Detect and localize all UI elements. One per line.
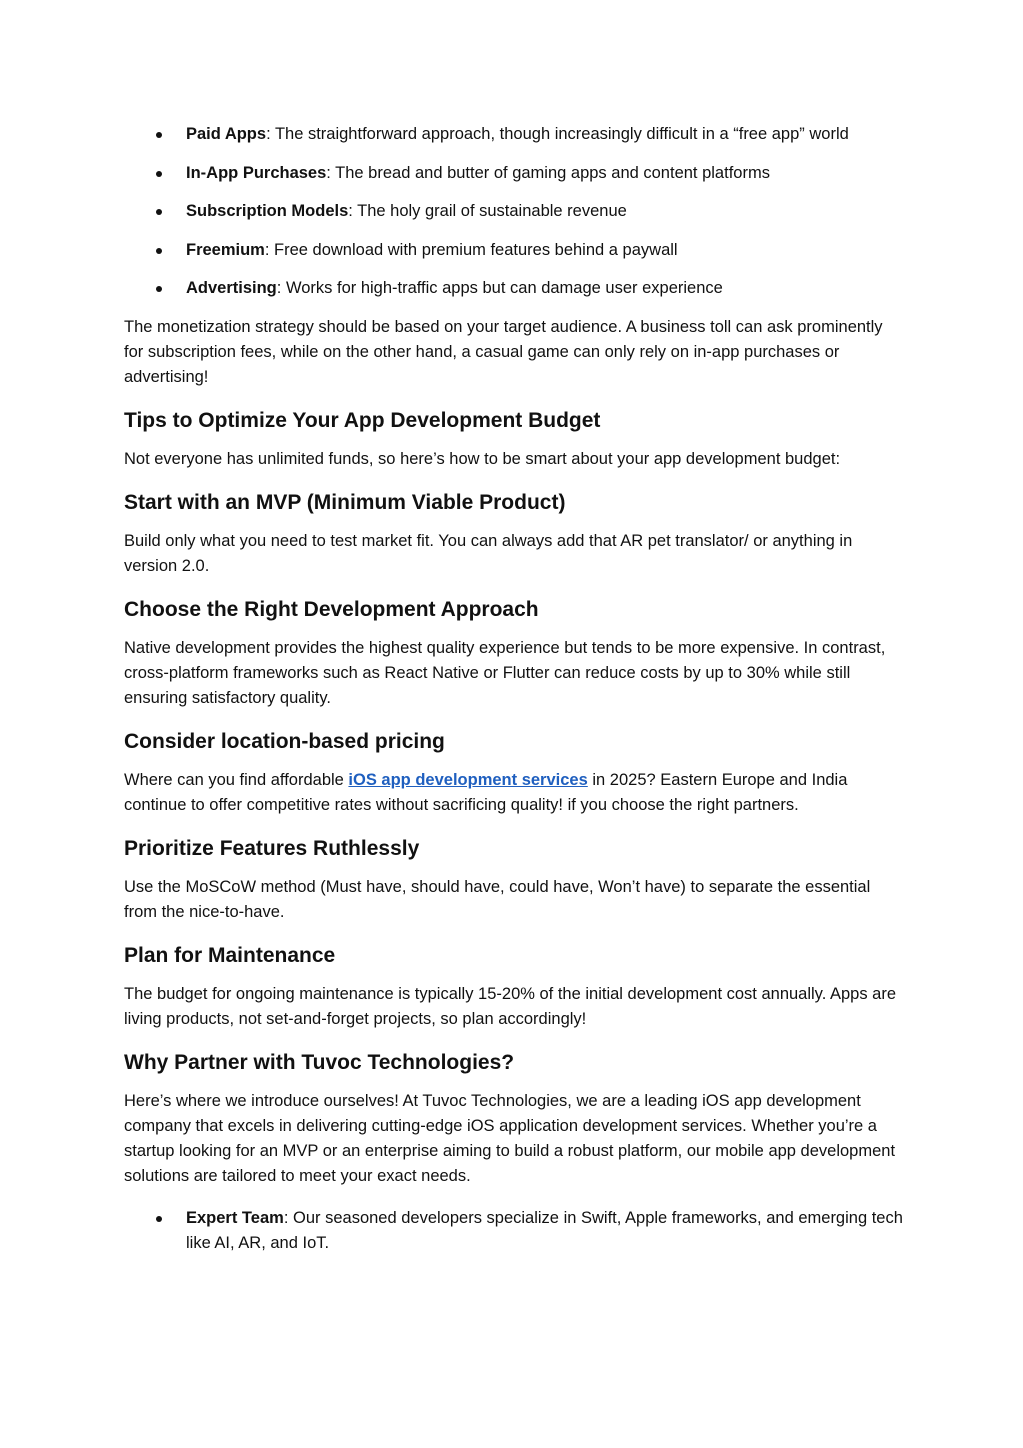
list-item-text: : The bread and butter of gaming apps and content platforms [326,163,770,182]
partner-list [124,1206,904,1256]
list-item-text: : Free download with premium features behind a paywall [264,240,678,259]
maintenance-paragraph: The budget for ongoing maintenance is typically 15-20% of the initial development cost annually. Apps are living products, not set-and-forget projects, so plan accordingly! [124,984,897,1028]
monetization-list [124,122,904,301]
list-item-text: : The straightforward approach, though increasingly difficult in a “free app” world [266,125,849,143]
list-item-term: Advertising [186,279,277,298]
list-item-term: Expert Team [186,1208,284,1227]
bullet-icon [156,132,162,138]
approach-heading: Choose the Right Development Approach [124,597,539,621]
tips-paragraph: Not everyone has unlimited funds, so here’s how to be smart about your app development budget: [124,449,841,468]
list-item-term: Paid Apps [186,125,267,143]
list-item-term: Subscription Models [186,202,349,221]
list-item [124,1206,904,1256]
location-paragraph [124,768,904,818]
approach-paragraph: Native development provides the highest quality experience but tends to be more expensive. In contrast, cross-platform frameworks such as React Native or Flutter can reduce costs by up to 30% while still ensuring satisfactory quality. [124,638,886,707]
bullet-icon [156,209,162,215]
mvp-paragraph: Build only what you need to test market fit. You can always add that AR pet translator/ or anything in version 2.0. [124,531,853,575]
partner-paragraph: Here’s where we introduce ourselves! At Tuvoc Technologies, we are a leading iOS app development company that excels in delivering cutting-edge iOS application development services. Whether you’re a startup looking for an MVP or an enterprise aiming to build a robust platform, our mobile app development solutions are tailored to meet your exact needs. [124,1091,896,1185]
list-item [124,161,904,186]
prioritize-paragraph: Use the MoSCoW method (Must have, should have, could have, Won’t have) to separate the essential from the nice-to-have. [124,877,871,921]
bullet-icon [156,1216,162,1222]
location-heading: Consider location-based pricing [124,729,445,753]
list-item-text: : The holy grail of sustainable revenue [348,202,627,221]
bullet-icon [156,248,162,254]
tips-heading: Tips to Optimize Your App Development Budget [124,408,601,432]
list-item-text: : Works for high-traffic apps but can damage user experience [276,279,723,298]
list-item [124,238,904,263]
location-text-after: in 2025? Eastern Europe and India continue to offer competitive rates without sacrificing quality! if you choose the right partners. [124,770,848,814]
list-item [124,199,904,224]
list-item [124,122,904,147]
bullet-icon [156,286,162,292]
maintenance-heading: Plan for Maintenance [124,943,336,967]
monetization-paragraph: The monetization strategy should be based on your target audience. A business toll can ask prominently for subscription fees, while on the other hand, a casual game can only rely on in-app purchases or advertising! [124,317,883,386]
mvp-heading: Start with an MVP (Minimum Viable Product) [124,490,566,514]
bullet-icon [156,171,162,177]
partner-heading: Why Partner with Tuvoc Technologies? [124,1050,515,1074]
list-item-term: In-App Purchases [186,163,327,182]
list-item-text: : Our seasoned developers specialize in Swift, Apple frameworks, and emerging tech like AI, AR, and IoT. [186,1208,903,1252]
ios-services-link[interactable]: iOS app development services [348,770,588,789]
list-item-term: Freemium [186,240,265,259]
prioritize-heading: Prioritize Features Ruthlessly [124,836,420,860]
document-page [124,122,904,1270]
location-text-before: Where can you find affordable [124,770,349,789]
list-item [124,276,904,301]
